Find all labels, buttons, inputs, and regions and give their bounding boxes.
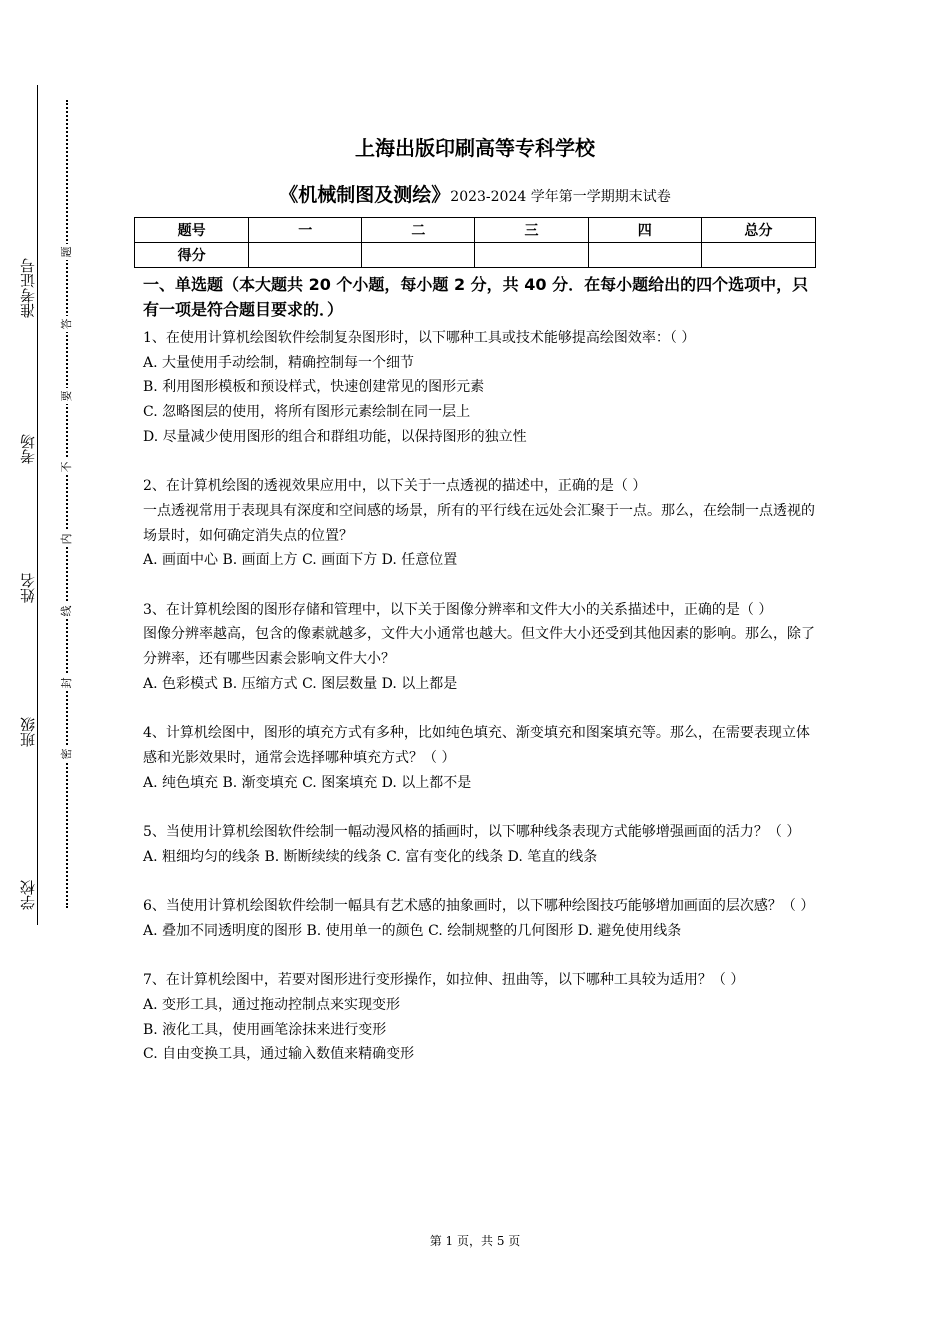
score-cell[interactable] xyxy=(362,243,475,268)
score-header-row xyxy=(135,218,816,243)
seal-char: 题 xyxy=(58,244,74,260)
seal-char: 答 xyxy=(58,316,74,332)
score-header-cell: 二 xyxy=(362,218,475,243)
question-2 xyxy=(143,474,818,573)
question-text: 3、在计算机绘图的图形存储和管理中，以下关于图像分辨率和文件大小的关系描述中，正确的是（ ） xyxy=(143,601,773,618)
question-5 xyxy=(143,820,818,869)
seal-char: 封 xyxy=(58,675,74,691)
field-school: 学校 xyxy=(19,880,37,910)
score-cell[interactable] xyxy=(249,243,362,268)
field-class: 班级 xyxy=(19,717,37,747)
option: A. 粗细均匀的线条 B. 断断续续的线条 C. 富有变化的线条 D. 笔直的线条 xyxy=(143,848,598,865)
option: A. 纯色填充 B. 渐变填充 C. 图案填充 D. 以上都不是 xyxy=(143,774,472,791)
score-table xyxy=(134,217,816,268)
option: A. 大量使用手动绘制，精确控制每一个细节 xyxy=(143,354,415,371)
exam-content xyxy=(143,272,818,1092)
exam-subtitle xyxy=(0,180,950,207)
field-exam-number: 准考证号 xyxy=(19,258,37,318)
score-header-cell: 一 xyxy=(249,218,362,243)
question-text: 1、在使用计算机绘图软件绘制复杂图形时，以下哪种工具或技术能够提高绘图效率：（ ） xyxy=(143,330,696,346)
seal-char: 密 xyxy=(58,746,74,762)
page-footer: 第 1 页，共 5 页 xyxy=(429,1234,521,1248)
seal-char: 要 xyxy=(58,388,74,404)
course-name: 《机械制图及测绘》 xyxy=(279,184,451,206)
score-cell[interactable] xyxy=(588,243,701,268)
exam-term: 2023-2024 学年第一学期期末试卷 xyxy=(450,189,671,205)
option: C. 自由变换工具，通过输入数值来精确变形 xyxy=(143,1046,415,1063)
option: B. 液化工具，使用画笔涂抹来进行变形 xyxy=(143,1021,387,1038)
question-text: 4、计算机绘图中，图形的填充方式有多种，比如纯色填充、渐变填充和图案填充等。那么，在需要表现立体感和光影效果时，通常会选择哪种填充方式？（ ） xyxy=(143,725,810,766)
seal-char: 线 xyxy=(58,603,74,619)
question-text: 一点透视常用于表现具有深度和空间感的场景，所有的平行线在远处会汇聚于一点。那么，在绘制一点透视的场景时，如何确定消失点的位置？ xyxy=(143,502,815,544)
score-header-cell: 题号 xyxy=(135,218,249,243)
question-1 xyxy=(143,326,818,450)
question-3 xyxy=(143,598,818,697)
score-row-label: 得分 xyxy=(135,243,249,268)
question-text: 6、当使用计算机绘图软件绘制一幅具有艺术感的抽象画时，以下哪种绘图技巧能够增加画面的层次感？（ ） xyxy=(143,898,815,915)
question-6 xyxy=(143,894,818,943)
question-text: 7、在计算机绘图中，若要对图形进行变形操作，如拉伸、扭曲等，以下哪种工具较为适用？（ ） xyxy=(143,972,745,989)
score-row xyxy=(135,243,816,268)
option: D. 尽量减少使用图形的组合和群组功能，以保持图形的独立性 xyxy=(143,428,527,445)
seal-char: 内 xyxy=(58,531,74,547)
question-4 xyxy=(143,721,818,795)
option: C. 忽略图层的使用，将所有图形元素绘制在同一层上 xyxy=(143,404,471,421)
option: A. 色彩模式 B. 压缩方式 C. 图层数量 D. 以上都是 xyxy=(143,675,458,692)
question-text: 2、在计算机绘图的透视效果应用中，以下关于一点透视的描述中，正确的是（ ） xyxy=(143,478,647,495)
option: A. 叠加不同透明度的图形 B. 使用单一的颜色 C. 绘制规整的几何图形 D. 避免使用线条 xyxy=(143,922,682,939)
binding-line xyxy=(37,85,38,925)
score-cell[interactable] xyxy=(701,243,815,268)
question-text: 图像分辨率越高，包含的像素就越多，文件大小通常也越大。但文件大小还受到其他因素的影响。那么，除了分辨率，还有哪些因素会影响文件大小？ xyxy=(143,626,815,668)
school-title: 上海出版印刷高等专科学校 xyxy=(355,136,595,160)
section-heading: 一、单选题（本大题共 20 个小题，每小题 2 分，共 40 分．在每小题给出的四个选项中，只有一项是符合题目要求的．） xyxy=(143,275,809,319)
field-name: 姓名 xyxy=(19,573,37,603)
score-header-cell: 三 xyxy=(475,218,588,243)
option: A. 画面中心 B. 画面上方 C. 画面下方 D. 任意位置 xyxy=(143,552,458,569)
question-text: 5、当使用计算机绘图软件绘制一幅动漫风格的插画时，以下哪种线条表现方式能够增强画面的活力？（ ） xyxy=(143,824,801,840)
score-header-cell: 总分 xyxy=(701,218,815,243)
option: A. 变形工具，通过拖动控制点来实现变形 xyxy=(143,996,401,1013)
score-header-cell: 四 xyxy=(588,218,701,243)
score-cell[interactable] xyxy=(475,243,588,268)
seal-dotted-line xyxy=(66,100,68,908)
field-exam-room: 考场 xyxy=(19,434,37,464)
option: B. 利用图形模板和预设样式，快速创建常见的图形元素 xyxy=(143,379,485,396)
question-7 xyxy=(143,968,818,1067)
seal-char: 不 xyxy=(58,459,74,475)
